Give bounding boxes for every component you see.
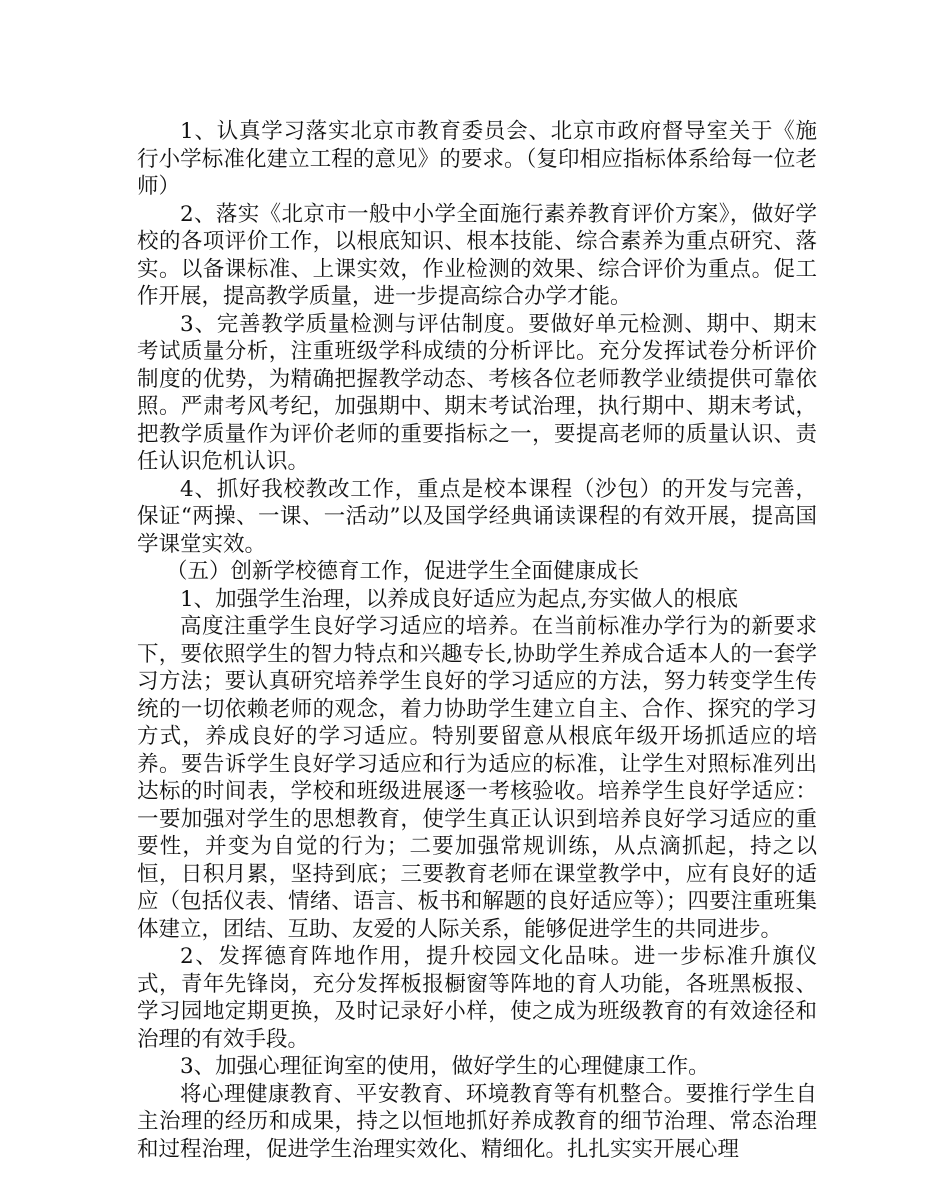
- paragraph-7: 将心理健康教育、平安教育、环境教育等有机整合。要推行学生自主治理的经历和成果，持之以恒地抓好养成教育的细节治理、常态治理和过程治理，促进学生治理实效化、精细化。扎扎实实开展心理: [137, 1081, 817, 1162]
- paragraph-6: 2、发挥德育阵地作用，提升校园文化品味。进一步标准升旗仪式，青年先锋岗，充分发挥板报橱窗等阵地的育人功能，各班黑板报、学习园地定期更换，及时记录好小样，使之成为班级教育的有效途径和治理的有效手段。: [137, 944, 817, 1052]
- paragraph-2: 2、落实《北京市一般中小学全面施行素养教育评价方案》，做好学校的各项评价工作，以根底知识、根本技能、综合素养为重点研究、落实。以备课标准、上课实效，作业检测的效果、综合评价为重点。促工作开展，提高教学质量，进一步提高综合办学才能。: [137, 201, 817, 309]
- paragraph-5: 高度注重学生良好学习适应的培养。在当前标准办学行为的新要求下，要依照学生的智力特点和兴趣专长,协助学生养成合适本人的一套学习方法；要认真研究培养学生良好的学习适应的方法，努力转变学生传统的一切依赖老师的观念，着力协助学生建立自主、合作、探究的学习方式，养成良好的学习适应。特别要留意从根底年级开场抓适应的培养。要告诉学生良好学习适应和行为适应的标准，让学生对照标准列出达标的时间表，学校和班级进展逐一考核验收。培养学生良好学适应：一要加强对学生的思想教育，使学生真正认识到培养良好学习适应的重要性，并变为自觉的行为；二要加强常规训练，从点滴抓起，持之以恒，日积月累，坚持到底；三要教育老师在课堂教学中，应有良好的适应（包括仪表、情绪、语言、板书和解题的良好适应等）；四要注重班集体建立，团结、互助、友爱的人际关系，能够促进学生的共同进步。: [137, 614, 817, 942]
- document-body: [137, 118, 817, 1163]
- paragraph-3: 3、完善教学质量检测与评估制度。要做好单元检测、期中、期末考试质量分析，注重班级学科成绩的分析评比。充分发挥试卷分析评价制度的优势，为精确把握教学动态、考核各位老师教学业绩提供可靠依照。严肃考风考纪，加强期中、期末考试治理，执行期中、期末考试，把教学质量作为评价老师的重要指标之一，要提高老师的质量认识、责任认识危机认识。: [137, 311, 817, 474]
- paragraph-4: 4、抓好我校教改工作，重点是校本课程（沙包）的开发与完善，保证“两操、一课、一活动”以及国学经典诵读课程的有效开展，提高国学课堂实效。: [137, 476, 817, 557]
- section-heading-5: （五）创新学校德育工作，促进学生全面健康成长: [166, 559, 640, 584]
- subheading-3: 3、加强心理征询室的使用，做好学生的心理健康工作。: [180, 1054, 710, 1079]
- subheading-1: 1、加强学生治理，以养成良好适应为起点,夯实做人的根底: [180, 586, 739, 612]
- paragraph-1: 1、认真学习落实北京市教育委员会、北京市政府督导室关于《施行小学标准化建立工程的意见》的要求。（复印相应指标体系给每一位老师）: [137, 119, 817, 199]
